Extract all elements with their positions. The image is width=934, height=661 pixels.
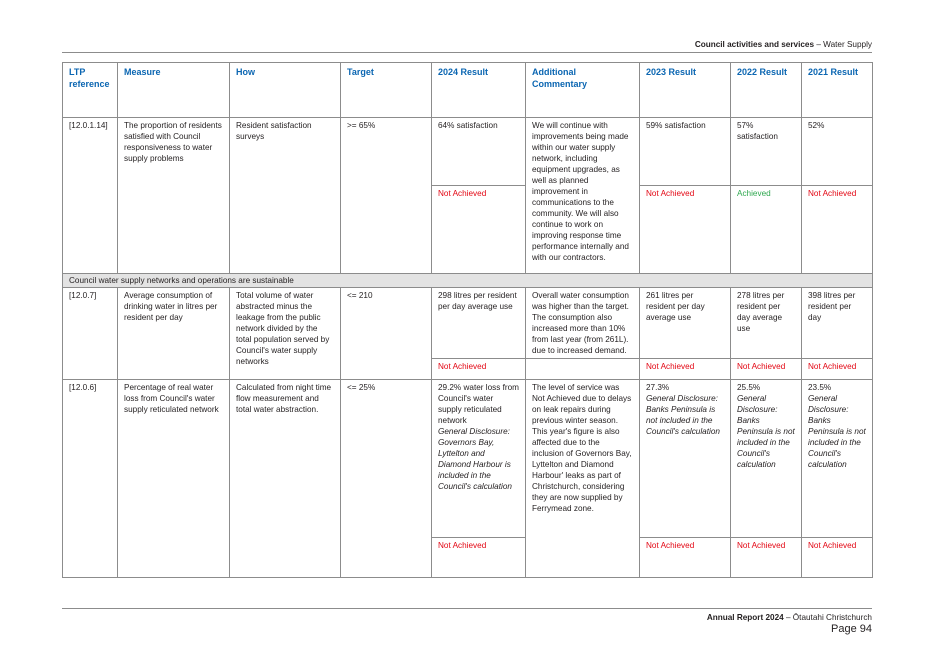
status-2022: Not Achieved [731,538,802,578]
measure-cell: Percentage of real water loss from Council's water supply reticulated network [118,380,230,578]
disclosure-note: General Disclosure: Banks Peninsula is not included in the Council's calculation [808,394,866,469]
running-header-section: Council activities and services [694,40,815,49]
target-cell: <= 210 [341,288,432,380]
column-header: Measure [118,63,230,118]
result-2024: 298 litres per resident per day average use [432,288,526,359]
performance-table [62,62,873,578]
commentary-cell: We will continue with improvements being made within our water supply network, including equipment upgrades, as well as planned improvement in communications to the community. We will also continue to work on improving response time performance internally and with our contractors. [526,118,640,274]
column-header: 2022 Result [731,63,802,118]
how-cell: Total volume of water abstracted minus the leakage from the public network divided by the total population served by Council's water supply networks [230,288,341,380]
result-value: 27.3% [646,383,670,392]
header-rule [62,52,872,53]
status-2022: Not Achieved [731,359,802,380]
column-header: Target [341,63,432,118]
disclosure-note: General Disclosure: Banks Peninsula is not included in the Council's calculation [737,394,795,469]
ltp-reference: [12.0.7] [63,288,118,380]
table-header-row [63,63,873,118]
status-2023: Not Achieved [640,186,731,274]
result-2021 [802,380,873,538]
measure-cell: The proportion of residents satisfied with Council responsiveness to water supply problems [118,118,230,274]
section-title: Council water supply networks and operations are sustainable [63,274,873,288]
table-row [63,380,873,538]
how-cell: Resident satisfaction surveys [230,118,341,274]
result-2024 [432,380,526,538]
result-2022: 57% satisfaction [731,118,802,186]
status-2024: Not Achieved [432,186,526,274]
ltp-reference: [12.0.6] [63,380,118,578]
result-2022 [731,380,802,538]
status-2024: Not Achieved [432,359,526,380]
status-2024: Not Achieved [432,538,526,578]
table-row [63,288,873,359]
commentary-cell: Overall water consumption was higher than the target. The consumption also increased more than 10% from last year (from 261L). due to increased demand. [526,288,640,359]
result-2021: 398 litres per resident per day [802,288,873,359]
result-2023: 59% satisfaction [640,118,731,186]
status-2022: Achieved [731,186,802,274]
section-row [63,274,873,288]
how-cell: Calculated from night time flow measurement and total water abstraction. [230,380,341,578]
result-value: 25.5% [737,383,761,392]
report-location: – Ōtautahi Christchurch [783,613,872,622]
disclosure-note: General Disclosure: Banks Peninsula is not included in the Council's calculation [646,394,720,436]
commentary-empty [526,359,640,380]
running-header [695,40,872,49]
result-2023: 261 litres per resident per day average use [640,288,731,359]
result-2021: 52% [802,118,873,186]
status-2023: Not Achieved [640,359,731,380]
result-2023 [640,380,731,538]
running-footer [707,613,872,622]
disclosure-note: General Disclosure: Governors Bay, Lyttelton and Diamond Harbour is included in the Council's calculation [438,427,512,491]
target-cell: <= 25% [341,380,432,578]
result-value: 23.5% [808,383,832,392]
column-header: 2021 Result [802,63,873,118]
column-header: 2024 Result [432,63,526,118]
ltp-reference: [12.0.1.14] [63,118,118,274]
report-title: Annual Report 2024 [706,613,784,622]
result-2022: 278 litres per resident per day average use [731,288,802,359]
result-value: 29.2% water loss from Council's water supply reticulated network [438,383,519,425]
status-2021: Not Achieved [802,538,873,578]
running-header-subsection: – Water Supply [814,40,872,49]
status-2021: Not Achieved [802,359,873,380]
target-cell: >= 65% [341,118,432,274]
page-number: Page 94 [831,623,872,635]
column-header: Additional Commentary [526,63,640,118]
table-row [63,118,873,186]
result-2024: 64% satisfaction [432,118,526,186]
column-header: How [230,63,341,118]
column-header: LTP reference [63,63,118,118]
status-2023: Not Achieved [640,538,731,578]
status-2021: Not Achieved [802,186,873,274]
column-header: 2023 Result [640,63,731,118]
footer-rule [62,608,872,609]
commentary-cell: The level of service was Not Achieved due to delays on leak repairs during previous winter season. This year's figure is also affected due to the inclusion of Governors Bay, Lyttelton and Diamond Harbour' leaks as part of Christchurch, considering they are now supplied by Ferrymead zone. [526,380,640,578]
measure-cell: Average consumption of drinking water in litres per resident per day [118,288,230,380]
